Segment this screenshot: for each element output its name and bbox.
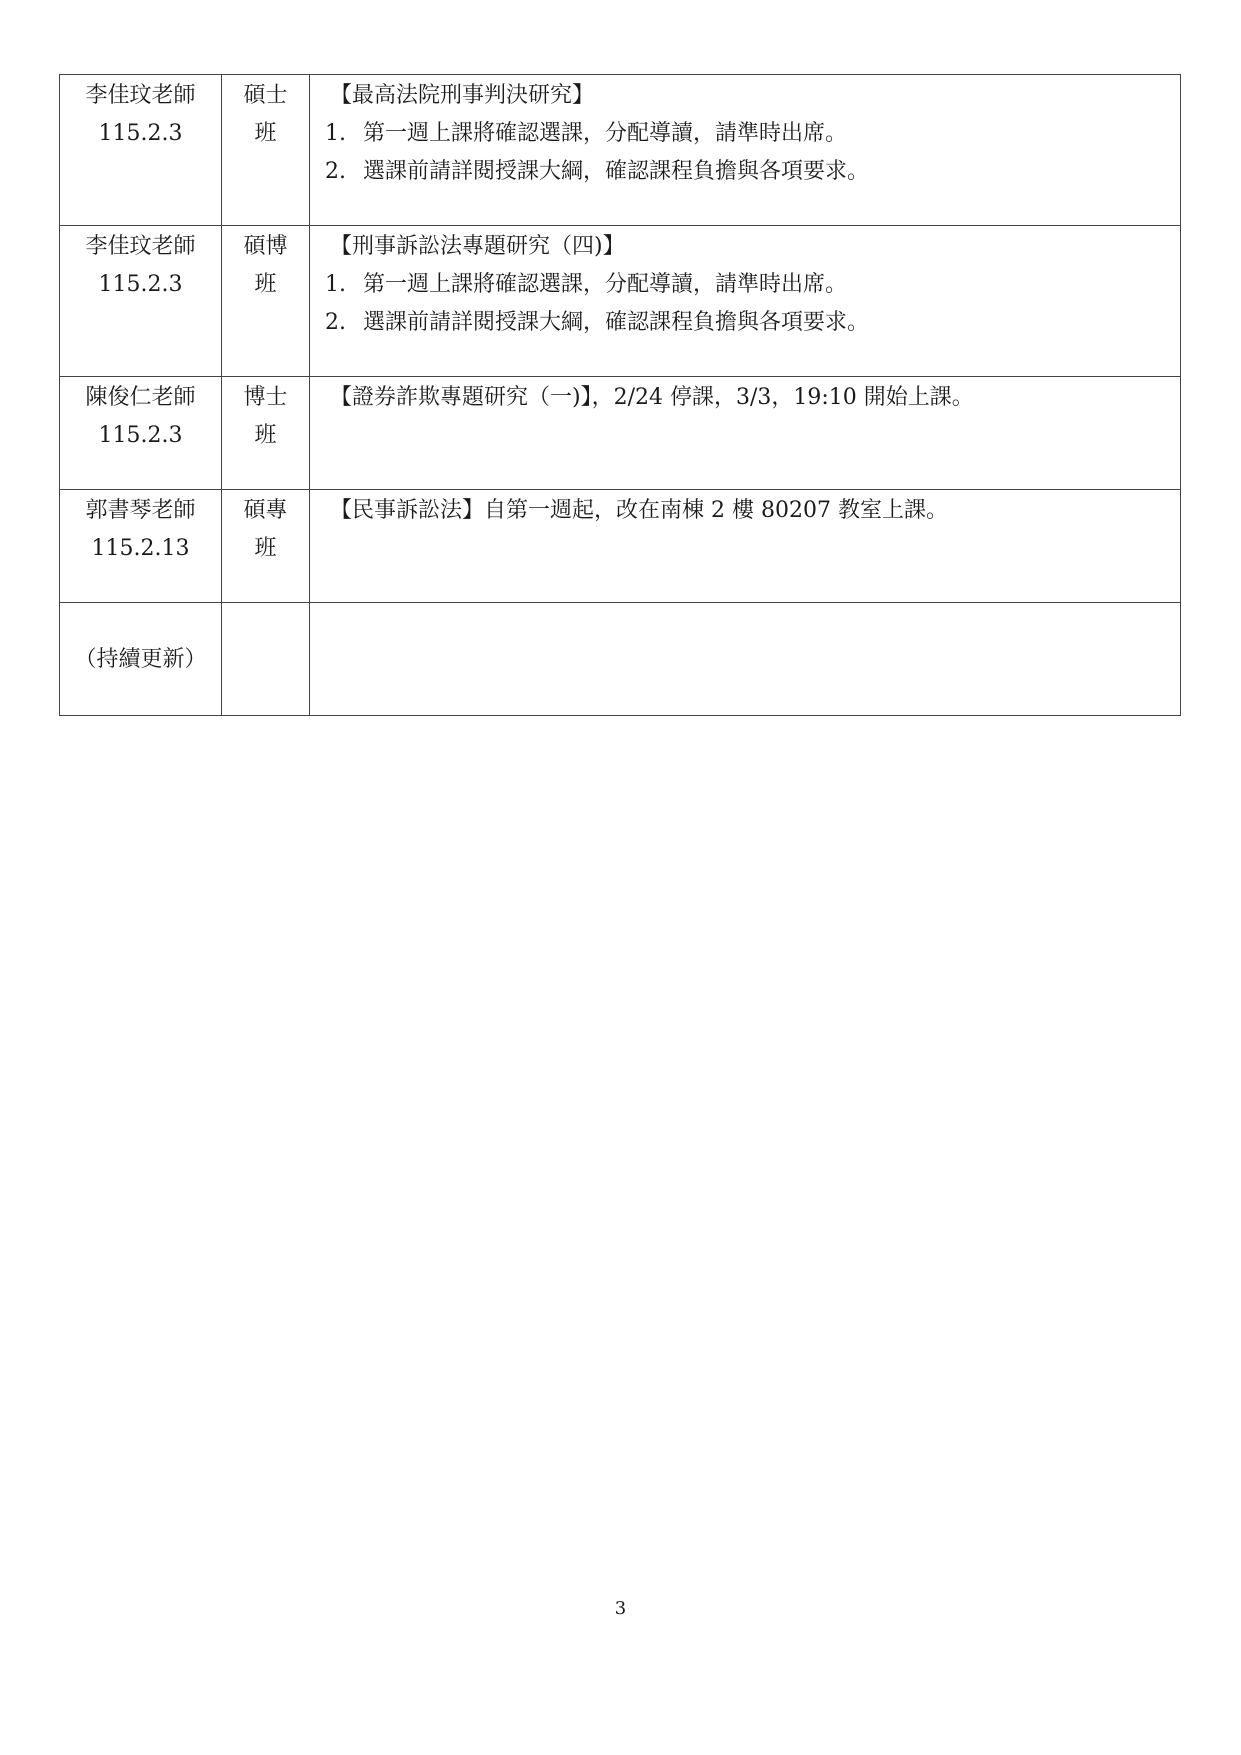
teacher-cell: [60, 603, 222, 716]
announcement-table: [59, 74, 1181, 716]
note-cell: [310, 603, 1181, 716]
list-item: [316, 266, 1174, 304]
list-text: 第一週上課將確認選課，分配導讀，請準時出席。: [363, 272, 848, 297]
class-cell: [222, 226, 310, 377]
list-text: 選課前請詳閱授課大綱，確認課程負擔與各項要求。: [363, 310, 870, 335]
table-row: [60, 377, 1181, 490]
note-cell: [310, 75, 1181, 226]
course-note: 【證券詐欺專題研究（一)】，2/24 停課，3/3，19:10 開始上課。: [330, 385, 974, 410]
list-number: 1.: [325, 121, 346, 146]
list-text: 第一週上課將確認選課，分配導讀，請準時出席。: [363, 121, 848, 146]
table-row: [60, 603, 1181, 716]
post-date: 115.2.13: [91, 536, 190, 561]
teacher-name: 李佳玟老師: [85, 83, 196, 108]
note-cell: [310, 490, 1181, 603]
note-cell: [310, 226, 1181, 377]
post-date: 115.2.3: [98, 423, 183, 448]
class-type-suffix: 班: [254, 121, 277, 146]
class-type: 博士: [243, 385, 288, 410]
list-text: 選課前請詳閱授課大綱，確認課程負擔與各項要求。: [363, 159, 870, 184]
page-number: 3: [614, 1598, 627, 1619]
teacher-name: 郭書琴老師: [85, 498, 196, 523]
teacher-cell: [60, 377, 222, 490]
class-type-suffix: 班: [254, 536, 277, 561]
teacher-name: 陳俊仁老師: [85, 385, 196, 410]
list-item: [316, 153, 1174, 191]
list-number: 2.: [325, 310, 346, 335]
list-item: [316, 304, 1174, 342]
list-number: 2.: [325, 159, 346, 184]
teacher-name: 李佳玟老師: [85, 234, 196, 259]
course-title: 【刑事訴訟法專題研究（四)】: [330, 234, 625, 259]
class-type: 碩博: [243, 234, 288, 259]
class-cell: [222, 377, 310, 490]
class-cell: [222, 75, 310, 226]
course-note: 【民事訴訟法】自第一週起，改在南棟 2 樓 80207 教室上課。: [330, 498, 948, 523]
class-cell: [222, 603, 310, 716]
teacher-cell: [60, 75, 222, 226]
course-title: 【最高法院刑事判決研究】: [330, 83, 595, 108]
class-cell: [222, 490, 310, 603]
class-type-suffix: 班: [254, 272, 277, 297]
table-row: [60, 226, 1181, 377]
class-type: 碩專: [243, 498, 288, 523]
teacher-cell: [60, 226, 222, 377]
ongoing-update-note: （持續更新）: [74, 647, 207, 672]
list-number: 1.: [325, 272, 346, 297]
class-type-suffix: 班: [254, 423, 277, 448]
table-row: [60, 75, 1181, 226]
note-cell: [310, 377, 1181, 490]
teacher-cell: [60, 490, 222, 603]
table-row: [60, 490, 1181, 603]
post-date: 115.2.3: [98, 121, 183, 146]
class-type: 碩士: [243, 83, 288, 108]
post-date: 115.2.3: [98, 272, 183, 297]
list-item: [316, 115, 1174, 153]
